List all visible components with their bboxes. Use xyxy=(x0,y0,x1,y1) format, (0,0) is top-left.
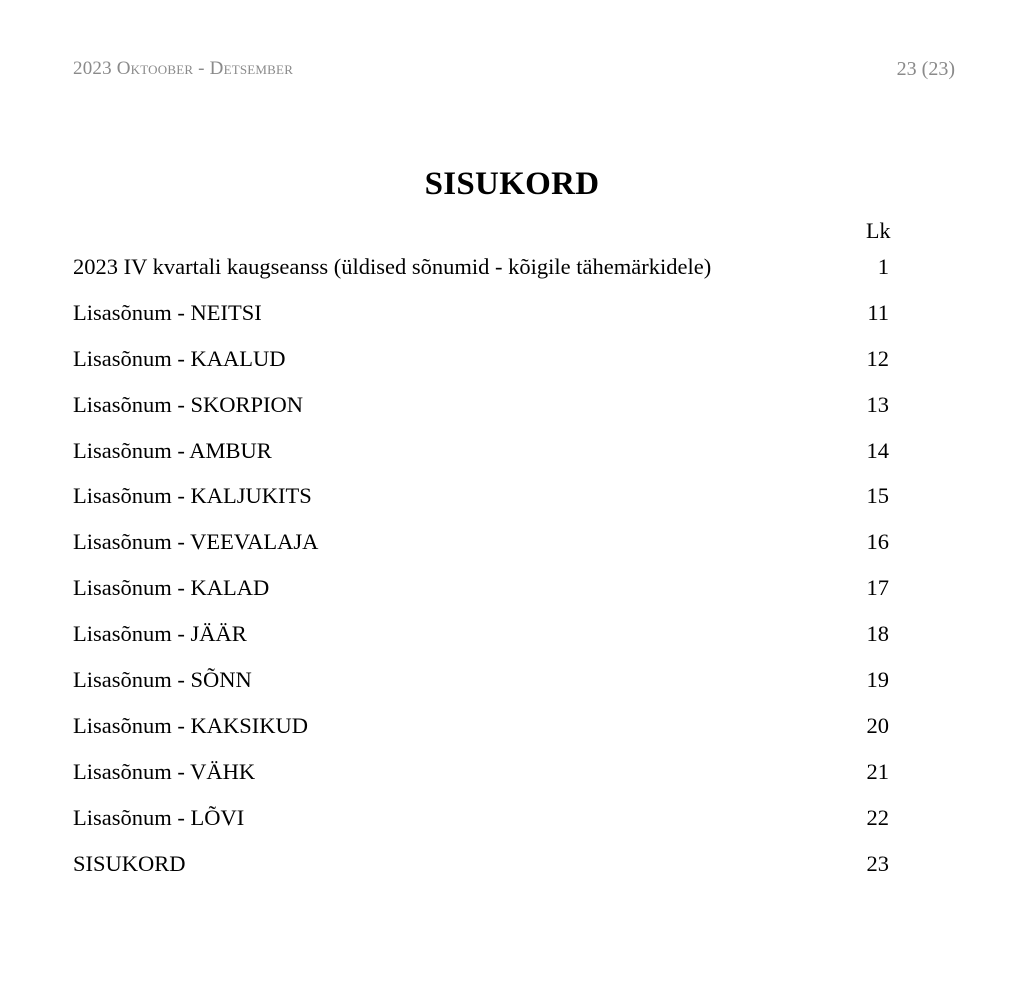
toc-entry[interactable] xyxy=(73,759,889,805)
toc-entry-label: SISUKORD xyxy=(73,850,186,876)
toc-entry[interactable] xyxy=(73,346,889,392)
toc-entry-page: 17 xyxy=(866,575,889,601)
toc-entry[interactable] xyxy=(73,621,889,667)
toc-entry-label: 2023 IV kvartali kaugseanss (üldised sõnumid - kõigile tähemärkidele) xyxy=(73,254,712,279)
toc-entry[interactable] xyxy=(73,575,889,621)
toc-entry-page: 21 xyxy=(866,758,889,784)
toc-entry[interactable] xyxy=(73,713,889,759)
toc-entry-page: 18 xyxy=(866,621,889,647)
toc-entry[interactable] xyxy=(73,254,889,300)
toc-entry-page: 11 xyxy=(867,299,889,325)
header-period: 2023 Oktoober - Detsember xyxy=(73,58,294,79)
toc-entry[interactable] xyxy=(73,483,889,529)
toc-entry-label: Lisasõnum - VÄHK xyxy=(73,758,256,784)
toc-entry-page: 16 xyxy=(866,529,889,555)
toc-entry-page: 12 xyxy=(866,345,889,371)
toc-entry-label: Lisasõnum - NEITSI xyxy=(73,299,262,325)
toc-entry-label: Lisasõnum - KAKSIKUD xyxy=(73,712,308,738)
toc-entry-page: 1 xyxy=(877,254,889,279)
toc-entry[interactable] xyxy=(73,300,889,346)
toc-entry[interactable] xyxy=(73,529,889,575)
running-header xyxy=(73,58,955,88)
toc-entry[interactable] xyxy=(73,438,889,484)
toc-entry[interactable] xyxy=(73,667,889,713)
toc-entry-label: Lisasõnum - LÕVI xyxy=(73,804,245,830)
toc-entry-page: 19 xyxy=(866,667,889,693)
table-of-contents xyxy=(73,254,889,896)
toc-entry[interactable] xyxy=(73,392,889,438)
toc-entry-label: Lisasõnum - KALJUKITS xyxy=(73,483,312,509)
toc-entry-page: 22 xyxy=(866,804,889,830)
toc-entry-page: 23 xyxy=(866,850,889,876)
toc-entry-label: Lisasõnum - AMBUR xyxy=(73,437,272,463)
page-title: SISUKORD xyxy=(424,166,600,202)
toc-entry-label: Lisasõnum - VEEVALAJA xyxy=(73,529,319,555)
toc-entry-label: Lisasõnum - JÄÄR xyxy=(73,621,247,647)
page-column-header: Lk xyxy=(866,218,891,243)
toc-entry-label: Lisasõnum - SKORPION xyxy=(73,391,304,417)
toc-entry[interactable] xyxy=(73,805,889,851)
toc-entry-label: Lisasõnum - KALAD xyxy=(73,575,270,601)
toc-entry-page: 13 xyxy=(866,391,889,417)
toc-entry-label: Lisasõnum - SÕNN xyxy=(73,667,252,693)
toc-entry-label: Lisasõnum - KAALUD xyxy=(73,345,286,371)
toc-entry-page: 15 xyxy=(866,483,889,509)
toc-entry[interactable] xyxy=(73,851,889,897)
toc-entry-page: 20 xyxy=(866,712,889,738)
header-page-number: 23 (23) xyxy=(896,58,955,80)
toc-entry-page: 14 xyxy=(866,437,889,463)
